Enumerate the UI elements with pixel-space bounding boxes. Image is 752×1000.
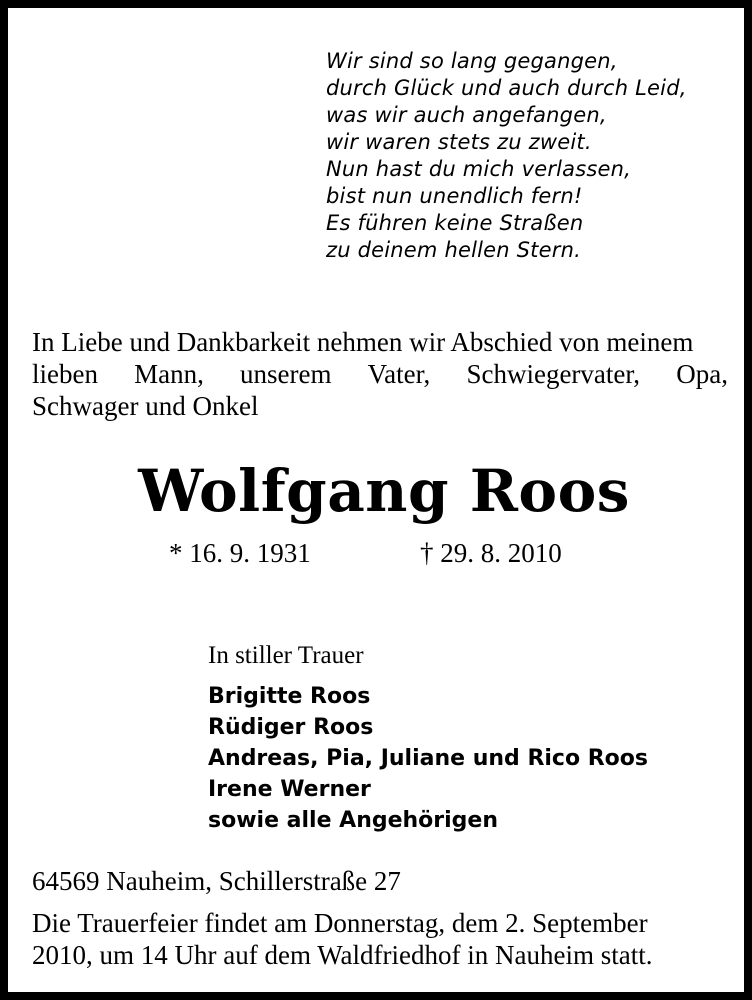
poem-line: Wir sind so lang gegangen, bbox=[326, 49, 618, 73]
poem-line: Nun hast du mich verlassen, bbox=[326, 157, 632, 181]
farewell-word: Schwiegervater, bbox=[466, 359, 641, 389]
deceased-name: Wolfgang Roos bbox=[138, 457, 630, 525]
poem-line: wir waren stets zu zweit. bbox=[326, 130, 592, 154]
farewell-line-justified bbox=[32, 358, 728, 390]
family-address: 64569 Nauheim, Schillerstraße 27 bbox=[32, 866, 401, 896]
farewell-text bbox=[32, 326, 728, 422]
mourner-name: Rüdiger Roos bbox=[208, 715, 374, 740]
farewell-word: Mann, bbox=[134, 359, 204, 389]
funeral-service-info bbox=[32, 907, 728, 971]
poem-line: durch Glück und auch durch Leid, bbox=[326, 76, 687, 100]
poem-line: zu deinem hellen Stern. bbox=[326, 238, 581, 262]
poem-line: bist nun unendlich fern! bbox=[326, 184, 583, 208]
poem-line: Es führen keine Straßen bbox=[326, 211, 584, 235]
service-line: Die Trauerfeier findet am Donnerstag, dem 2. September bbox=[32, 908, 648, 938]
farewell-word: unserem bbox=[240, 359, 332, 389]
death-date: † 29. 8. 2010 bbox=[420, 538, 562, 568]
mourner-name: Andreas, Pia, Juliane und Rico Roos bbox=[208, 746, 648, 771]
birth-date: * 16. 9. 1931 bbox=[169, 538, 311, 568]
mourners-list bbox=[208, 681, 648, 836]
farewell-word: Vater, bbox=[367, 359, 431, 389]
farewell-line: Schwager und Onkel bbox=[32, 391, 259, 421]
mourning-heading: In stiller Trauer bbox=[208, 642, 364, 669]
farewell-word: lieben bbox=[32, 359, 98, 389]
mourner-name: Irene Werner bbox=[208, 777, 371, 802]
farewell-line: In Liebe und Dankbarkeit nehmen wir Abschied von meinem bbox=[32, 327, 694, 357]
mourner-name: Brigitte Roos bbox=[208, 684, 371, 709]
poem-line: was wir auch angefangen, bbox=[326, 103, 607, 127]
service-line: 2010, um 14 Uhr auf dem Waldfriedhof in Nauheim statt. bbox=[32, 940, 653, 970]
mourner-name: sowie alle Angehörigen bbox=[208, 808, 499, 833]
farewell-word: Opa, bbox=[676, 359, 728, 389]
memorial-poem bbox=[326, 48, 687, 264]
